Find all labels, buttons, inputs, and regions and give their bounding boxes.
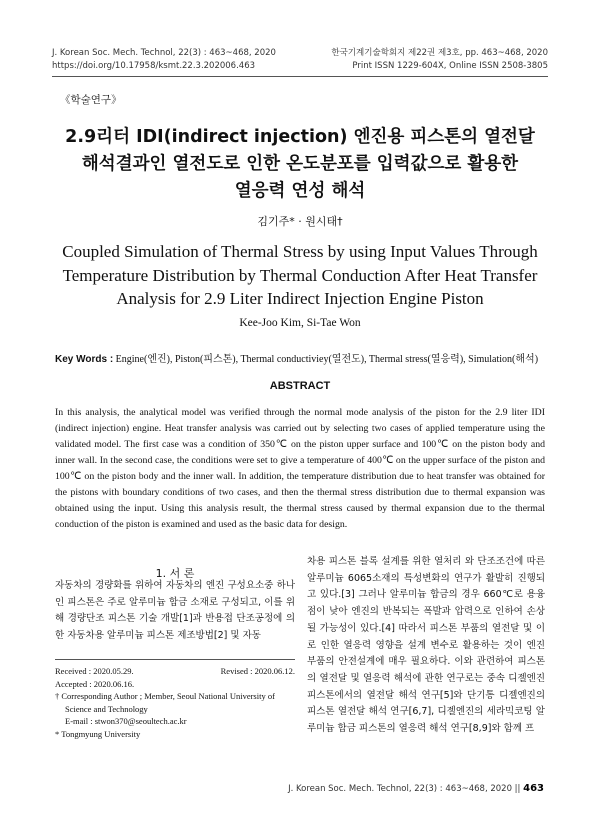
footer-citation: J. Korean Soc. Mech. Technol, 22(3) : 463~468, 2020 ||	[288, 784, 521, 794]
body-left-column: 자동차의 경량화를 위하여 자동차의 엔진 구성요소중 하나인 피스톤은 주로 알루미늄 합금 소재로 구성되고, 이를 위해 경량단조 피스톤 기술 개발[1]과 반용접 단조공정에 의한 자동차용 알루미늄 피스톤 제조방법[2] 및 자동	[55, 580, 295, 642]
header-right	[331, 47, 548, 73]
journal-citation: J. Korean Soc. Mech. Technol, 22(3) : 463~468, 2020	[52, 48, 276, 58]
accepted-date: Accepted : 2020.06.16.	[55, 678, 135, 689]
doi-link[interactable]: https://doi.org/10.17958/ksmt.22.3.202006.463	[52, 61, 256, 71]
footnotes	[55, 665, 295, 740]
abstract-text: In this analysis, the analytical model was verified through the normal mode analysis of the piston for the 2.9 liter IDI (indirect injection) engine. Heat transfer analysis was carried out by selecting two cases of applied temperature using the validated model. The first case was a condition of 350℃ on the piston upper surface and 100℃ on the piston body and inner wall. In the second case, the conditions were set to give a temperature of 400℃ on the upper surface of the piston and 100℃ on the piston body and the inner wall. In addition, the temperature distribution due to heat transfer was obtained for the pistons with boundary conditions of two cases, and then the thermal stress distribution due to thermal expansion was obtained using the input. Using this analysis result, the thermal stress caused by thermal expansion due to the thermal conduction of the piston is examined and used as the basic data for design.	[55, 407, 545, 530]
english-title-line: Analysis for 2.9 Liter Indirect Injection Engine Piston	[116, 289, 484, 308]
page-number: 463	[523, 783, 544, 794]
author-affiliation: * Tongmyung University	[55, 728, 141, 739]
korean-title	[40, 124, 560, 205]
korean-title-line: 2.9리터 IDI(indirect injection) 엔진용 피스톤의 열전달	[65, 127, 535, 147]
footnote-divider	[55, 659, 295, 660]
english-title-line: Temperature Distribution by Thermal Conduction After Heat Transfer	[62, 265, 538, 285]
english-authors: Kee-Joo Kim, Si-Tae Won	[239, 317, 361, 329]
english-title-line: Coupled Simulation of Thermal Stress by using Input Values Through	[62, 242, 538, 261]
english-title	[40, 240, 560, 311]
page-footer	[288, 783, 544, 794]
korean-authors: 김기주* · 원시태†	[257, 215, 343, 228]
abstract-heading: ABSTRACT	[269, 380, 331, 392]
article-category: 《학술연구》	[60, 94, 122, 106]
corresponding-affiliation: Science and Technology	[65, 703, 148, 714]
dates-row	[55, 665, 295, 678]
revised-date: Revised : 2020.06.12.	[220, 666, 295, 676]
issn-line: Print ISSN 1229-604X, Online ISSN 2508-3805	[352, 61, 548, 71]
author-email[interactable]: E-mail : stwon370@seoultech.ac.kr	[65, 716, 187, 726]
section-heading: 1. 서 론	[155, 567, 195, 580]
received-date: Received : 2020.05.29.	[55, 666, 134, 676]
korean-title-line: 열응력 연성 해석	[234, 181, 366, 201]
header-divider	[52, 76, 548, 77]
keywords-label: Key Words :	[55, 354, 114, 365]
keywords	[55, 350, 555, 365]
keywords-list: Engine(엔진), Piston(피스톤), Thermal conductiviey(열전도), Thermal stress(열응력), Simulation(해석)	[115, 354, 539, 365]
corresponding-author: † Corresponding Author ; Member, Seoul National University of	[55, 691, 275, 701]
body-right-column: 차용 피스톤 블록 설계를 위한 열처리 와 단조조건에 따른 알루미늄 6065소재의 특성변화의 연구가 활발히 진행되고 있다.[3] 그러나 알루미늄 합금의 경우 660℃로 용융점이 낮아 엔진의 반복되는 폭발과 압력으로 인하여 손상될 가능성이 있다.[4] 따라서 피스톤 부품의 열전달 및 이로 인한 열응력 영향을 설계 변수로 활용하는 것이 엔진 부품의 안전설계에 매우 필요하다. 이와 관련하여 피스톤의 열전달 및 열응력 해석에 관한 연구로는 중속 디젤엔진 피스톤에서의 열전달 해석 연구[5]와 단기통 디젤엔진의 피스톤 열전달 해석 연구[6,7], 디젤엔진의 세라믹코팅 알루미늄 합금 피스톤의 열응력 해석 연구[8,9]와 함께 프	[307, 556, 545, 735]
korean-title-line: 해석결과인 열전도로 인한 온도분포를 입력값으로 활용한	[81, 154, 519, 174]
header-left	[52, 47, 276, 73]
journal-citation-korean: 한국기계기술학회지 제22권 제3호, pp. 463~468, 2020	[331, 48, 548, 58]
